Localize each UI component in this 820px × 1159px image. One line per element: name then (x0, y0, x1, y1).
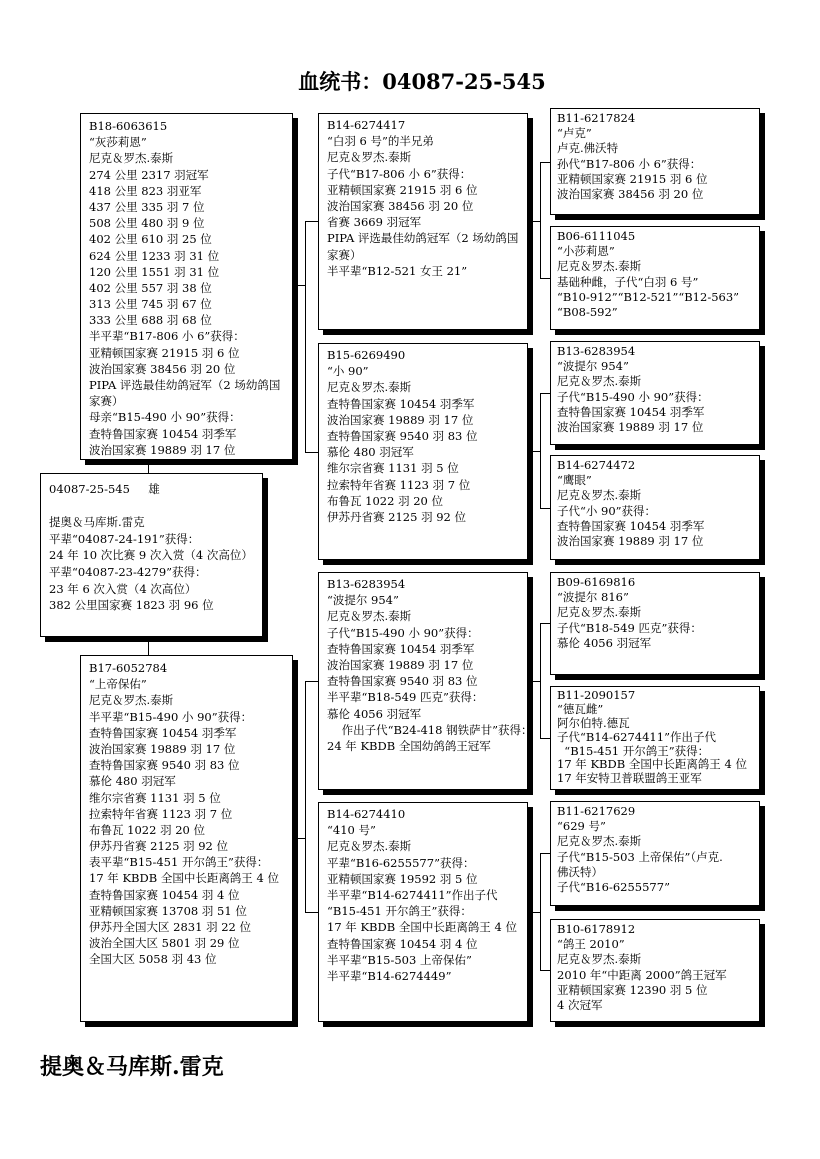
connector-line (148, 460, 149, 473)
pedigree-line: 24 年 10 次比赛 9 次入赏（4 次高位） (49, 548, 253, 563)
pedigree-line: “B15-451 开尔鸽王”获得： (557, 743, 710, 758)
pedigree-line: “B10-912”“B12-521”“B12-563” (557, 289, 740, 304)
pedigree-line: 波治国家赛 19889 羽 17 位 (89, 442, 236, 457)
pedigree-line: “波提尔 954” (327, 593, 399, 608)
pedigree-line: 慕伦 480 羽冠军 (89, 774, 176, 789)
connector-line (533, 451, 540, 452)
pedigree-line: 半平辈“B15-503 上帝保佑” (327, 952, 472, 967)
connector-line (533, 912, 540, 913)
pedigree-line: “德瓦雌” (557, 701, 604, 716)
dam-card (80, 655, 293, 1022)
pedigree-line: 子代“B15-503 上帝保佑”（卢克. (557, 849, 723, 864)
pedigree-line: 查特鲁国家赛 10454 羽季军 (89, 426, 237, 441)
connector-line (540, 162, 550, 163)
pedigree-line: 全国大区 5058 羽 43 位 (89, 952, 217, 967)
connector-line (305, 912, 318, 913)
pedigree-line: “小 90” (327, 364, 369, 379)
pedigree-line: 子代“B15-490 小 90”获得： (327, 625, 479, 640)
pedigree-line: 平辈“B16-6255577”获得： (327, 855, 475, 870)
pedigree-line: “629 号” (557, 819, 606, 834)
pedigree-line: 维尔宗省赛 1131 羽 5 位 (327, 461, 459, 476)
connector-line (305, 681, 306, 912)
pedigree-line: 17 年 KBDB 全国中长距离鸽王 4 位 (89, 871, 279, 886)
pedigree-line: 查特鲁国家赛 9540 羽 83 位 (327, 674, 478, 689)
pedigree-line: 17 年安特卫普联盟鸽王亚军 (557, 771, 702, 786)
pedigree-line: “波提尔 954” (557, 359, 629, 374)
pedigree-line: 查特鲁国家赛 9540 羽 83 位 (89, 758, 240, 773)
pedigree-line: “鹰眼” (557, 473, 592, 488)
pedigree-line: 波治国家赛 19889 羽 17 位 (327, 657, 474, 672)
connector-line (540, 738, 550, 739)
pedigree-line: 查特鲁国家赛 10454 羽季军 (327, 641, 475, 656)
great-grandparent-card (550, 686, 760, 790)
pedigree-line: 波治国家赛 19889 羽 17 位 (89, 741, 236, 756)
pedigree-line: 333 公里 688 羽 68 位 (89, 313, 212, 328)
pedigree-line: “小莎莉恩” (557, 244, 615, 259)
pedigree-line: 波治国家赛 38456 羽 20 位 (557, 186, 704, 201)
connector-line (540, 970, 550, 971)
pedigree-line: 家赛） (89, 394, 124, 409)
ring-number: B15-6269490 (327, 348, 406, 362)
pedigree-line: “灰莎莉恩” (89, 135, 147, 150)
pedigree-line: “B08-592” (557, 304, 618, 319)
ring-number: B14-6274410 (327, 807, 406, 821)
pedigree-line: 拉索特年省赛 1123 羽 7 位 (327, 477, 471, 492)
pedigree-line: 尼克＆罗杰.泰斯 (557, 834, 642, 849)
pedigree-line: 382 公里国家赛 1823 羽 96 位 (49, 598, 214, 613)
pedigree-line: 查特鲁国家赛 10454 羽季军 (557, 518, 705, 533)
pedigree-line: 亚精顿国家赛 21915 羽 6 位 (557, 171, 708, 186)
ring-number: B18-6063615 (89, 119, 168, 133)
pedigree-line: 尼克＆罗杰.泰斯 (557, 605, 642, 620)
pedigree-line: “白羽 6 号”的半兄弟 (327, 134, 434, 149)
maternal-granddam-card (318, 802, 528, 1022)
pedigree-line: “410 号” (327, 823, 376, 838)
pedigree-line: 418 公里 823 羽亚军 (89, 183, 202, 198)
pedigree-line: 查特鲁国家赛 10454 羽 4 位 (327, 936, 478, 951)
pedigree-line: 313 公里 745 羽 67 位 (89, 297, 212, 312)
ring-number: B11-6217824 (557, 111, 636, 125)
ring-number: B13-6283954 (557, 344, 636, 358)
pedigree-line: 子代“B17-806 小 6”获得： (327, 166, 472, 181)
pedigree-line: 子代“B15-490 小 90”获得： (557, 389, 709, 404)
ring-number: 04087-25-545 雄 (49, 482, 160, 496)
pedigree-line: 维尔宗省赛 1131 羽 5 位 (89, 790, 221, 805)
pedigree-line: 查特鲁国家赛 10454 羽季军 (557, 404, 705, 419)
pedigree-line: 尼克＆罗杰.泰斯 (557, 259, 642, 274)
pedigree-line: 基础种雌，子代“白羽 6 号” (557, 274, 699, 289)
pedigree-line: 120 公里 1551 羽 31 位 (89, 264, 220, 279)
pedigree-line: 查特鲁国家赛 10454 羽季军 (89, 725, 237, 740)
ring-number: B06-6111045 (557, 229, 636, 243)
pedigree-line: “卢克” (557, 126, 592, 141)
pedigree-line: 23 年 6 次入赏（4 次高位） (49, 581, 197, 596)
pedigree-line: 402 公里 557 羽 38 位 (89, 280, 212, 295)
connector-line (533, 681, 540, 682)
pedigree-line: 查特鲁国家赛 10454 羽季军 (327, 396, 475, 411)
pedigree-line: 尼克＆罗杰.泰斯 (89, 151, 174, 166)
pedigree-line: 437 公里 335 羽 7 位 (89, 199, 205, 214)
owner-name: 提奥＆马库斯.雷克 (40, 1054, 224, 1080)
connector-line (305, 221, 306, 452)
pedigree-line: 24 年 KBDB 全国幼鸽鸽王冠军 (327, 738, 491, 753)
pedigree-line: 波治国家赛 19889 羽 17 位 (557, 419, 704, 434)
pedigree-line: 17 年 KBDB 全国中长距离鸽王 4 位 (327, 920, 517, 935)
connector-line (540, 508, 550, 509)
pedigree-line: 274 公里 2317 羽冠军 (89, 167, 209, 182)
great-grandparent-card (550, 108, 760, 215)
pedigree-line: “上帝保佑” (89, 677, 147, 692)
connector-line (533, 221, 540, 222)
pedigree-line: 阿尔伯特.德瓦 (557, 715, 630, 730)
pedigree-line: 半平辈“B17-806 小 6”获得： (89, 329, 245, 344)
pedigree-line: 半平辈“B18-549 匹克”获得： (327, 690, 484, 705)
pedigree-line: 查特鲁国家赛 10454 羽 4 位 (89, 887, 240, 902)
pedigree-line: “鸽王 2010” (557, 937, 625, 952)
connector-line (540, 278, 550, 279)
pedigree-line: 尼克＆罗杰.泰斯 (327, 609, 412, 624)
connector-line (298, 285, 305, 286)
pedigree-line: 波治国家赛 38456 羽 20 位 (89, 361, 236, 376)
pedigree-line: 布鲁瓦 1022 羽 20 位 (327, 493, 444, 508)
connector-line (540, 162, 541, 278)
great-grandparent-card (550, 341, 760, 445)
pedigree-line: 波治国家赛 19889 羽 17 位 (327, 412, 474, 427)
pedigree-line: 尼克＆罗杰.泰斯 (89, 693, 174, 708)
ring-number: B11-2090157 (557, 688, 636, 702)
pedigree-line: 亚精顿国家赛 21915 羽 6 位 (89, 345, 240, 360)
pedigree-line: 亚精顿国家赛 12390 羽 5 位 (557, 982, 708, 997)
pedigree-line: 2010 年“中距离 2000”鸽王冠军 (557, 967, 727, 982)
pedigree-line: 查特鲁国家赛 9540 羽 83 位 (327, 428, 478, 443)
connector-line (298, 838, 305, 839)
paternal-granddam-card (318, 343, 528, 560)
pedigree-line: 慕伦 4056 羽冠军 (327, 706, 422, 721)
connector-line (540, 853, 550, 854)
pedigree-line: 半平辈“B15-490 小 90”获得： (89, 709, 253, 724)
pedigree-line: 624 公里 1233 羽 31 位 (89, 248, 220, 263)
connector-line (540, 623, 541, 738)
pedigree-line: PIPA 评选最佳幼鸽冠军（2 场幼鸽国 (89, 378, 281, 392)
pedigree-line: 亚精顿国家赛 13708 羽 51 位 (89, 903, 247, 918)
great-grandparent-card (550, 226, 760, 330)
pedigree-line: 卢克.佛沃特 (557, 141, 619, 156)
pedigree-line: 402 公里 610 羽 25 位 (89, 232, 212, 247)
ring-number: B11-6217629 (557, 804, 636, 818)
pedigree-line: 波治国家赛 38456 羽 20 位 (327, 198, 474, 213)
pedigree-line: 子代“小 90”获得： (557, 503, 657, 518)
pedigree-line: 亚精顿国家赛 19592 羽 5 位 (327, 871, 478, 886)
pedigree-line (49, 498, 258, 515)
pedigree-line: 子代“B18-549 匹克”获得： (557, 620, 702, 635)
great-grandparent-card (550, 572, 760, 675)
pedigree-line: 子代“B16-6255577” (557, 879, 670, 894)
ring-number: B14-6274472 (557, 458, 636, 472)
great-grandparent-card (550, 801, 760, 906)
pedigree-line: 母亲“B15-490 小 90”获得： (89, 410, 241, 425)
pedigree-line: 508 公里 480 羽 9 位 (89, 216, 205, 231)
pedigree-line: 平辈“04087-24-191”获得： (49, 531, 200, 546)
pedigree-line: 尼克＆罗杰.泰斯 (327, 380, 412, 395)
pedigree-line: 尼克＆罗杰.泰斯 (327, 150, 412, 165)
connector-line (540, 393, 541, 508)
pedigree-line: 省赛 3669 羽冠军 (327, 215, 422, 230)
pedigree-line: 伊苏丹省赛 2125 羽 92 位 (327, 509, 467, 524)
pedigree-line: 伊苏丹省赛 2125 羽 92 位 (89, 839, 229, 854)
paternal-grandsire-card (318, 113, 528, 330)
pedigree-line: 作出子代“B24-418 钢铁萨甘”获得： (327, 722, 533, 737)
pedigree-line: 家赛） (327, 247, 362, 262)
maternal-grandsire-card (318, 572, 533, 790)
pedigree-line: 孙代“B17-806 小 6”获得： (557, 156, 702, 171)
pedigree-line: 尼克＆罗杰.泰斯 (557, 488, 642, 503)
pedigree-line: 表平辈“B15-451 开尔鸽王”获得： (89, 855, 269, 870)
pedigree-line: 波治国家赛 19889 羽 17 位 (557, 533, 704, 548)
connector-line (305, 681, 318, 682)
pedigree-line: 拉索特年省赛 1123 羽 7 位 (89, 806, 233, 821)
subject-bird-card (40, 473, 263, 637)
pedigree-line: 尼克＆罗杰.泰斯 (557, 952, 642, 967)
pedigree-line: 尼克＆罗杰.泰斯 (557, 374, 642, 389)
sire-card (80, 113, 293, 460)
connector-line (148, 637, 149, 655)
connector-line (540, 853, 541, 970)
document-title: 血统书：04087-25-545 (298, 69, 546, 94)
pedigree-line: 半平辈“B14-6274411”作出子代 (327, 887, 498, 902)
pedigree-line: “波提尔 816” (557, 590, 629, 605)
ring-number: B13-6283954 (327, 577, 406, 591)
pedigree-line: 平辈“04087-23-4279”获得： (49, 564, 207, 579)
pedigree-line: 提奥＆马库斯.雷克 (49, 515, 145, 530)
pedigree-line: 慕伦 4056 羽冠军 (557, 635, 652, 650)
pedigree-line: 半平辈“B12-521 女王 21” (327, 263, 468, 278)
pedigree-line: 亚精顿国家赛 21915 羽 6 位 (327, 182, 478, 197)
ring-number: B17-6052784 (89, 661, 168, 675)
connector-line (305, 221, 318, 222)
ring-number: B10-6178912 (557, 922, 636, 936)
ring-number: B09-6169816 (557, 575, 636, 589)
connector-line (540, 623, 550, 624)
pedigree-line: 17 年 KBDB 全国中长距离鸽王 4 位 (557, 757, 747, 772)
pedigree-line: 伊苏丹全国大区 2831 羽 22 位 (89, 920, 252, 934)
connector-line (540, 393, 550, 394)
pedigree-line: 尼克＆罗杰.泰斯 (327, 839, 412, 854)
ring-number: B14-6274417 (327, 118, 406, 132)
great-grandparent-card (550, 919, 760, 1022)
connector-line (305, 452, 318, 453)
pedigree-line: 慕伦 480 羽冠军 (327, 445, 414, 460)
pedigree-line: “B15-451 开尔鸽王”获得： (327, 904, 472, 919)
pedigree-line: 佛沃特） (557, 864, 603, 879)
pedigree-line: PIPA 评选最佳幼鸽冠军（2 场幼鸽国 (327, 231, 519, 246)
pedigree-line: 半平辈“B14-6274449” (327, 968, 452, 983)
pedigree-line: 子代“B14-6274411”作出子代 (557, 729, 716, 744)
great-grandparent-card (550, 455, 760, 560)
pedigree-line: 布鲁瓦 1022 羽 20 位 (89, 822, 206, 837)
pedigree-line: 4 次冠军 (557, 997, 603, 1012)
pedigree-line: 波治全国大区 5801 羽 29 位 (89, 936, 240, 951)
